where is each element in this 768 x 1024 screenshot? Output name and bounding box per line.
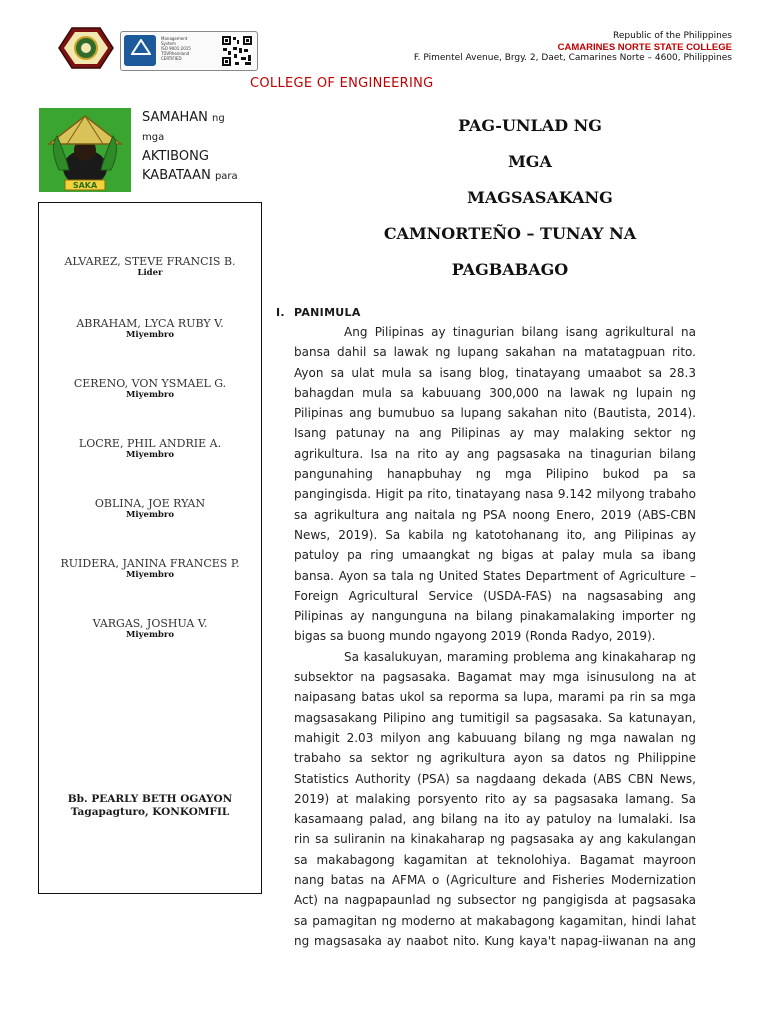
text-line: kasamaang palad, ang bilang na ito ay patuloy na lumalaki. Isa [294,812,696,827]
text-line: News, 2019). Sa kabila ng katotohanang ito, ang Pilipinas ay [294,527,696,542]
text-line: Pilipinas ang bumubuo sa lupang sakahan nito (Bautista, 2014). [294,406,696,421]
paragraph-2 [294,647,696,951]
cert-line: ISO 9001:2015 [161,46,191,51]
member-entry [39,617,261,640]
member-role: Miyembro [125,630,175,640]
text-line: trabaho sa sektor ng agrikultura ayon sa datos ng Philippine [294,751,696,766]
text-line: Ayon sa ulat mula sa isang blog, tinatayang umaabot sa 28.3 [294,365,696,380]
school-address: F. Pimentel Avenue, Brgy. 2, Daet, Camarines Norte – 4600, Philippines [413,53,732,63]
org-line: KABATAAN [142,168,211,183]
text-line: ng magsasaka ay naabot nito. Kung kaya't napag-iiwanan na ang [294,933,696,948]
member-entry [39,437,261,460]
members-box [38,202,262,894]
text-line: bansa. Ayon sa tala ng United States Department of Agriculture – [294,568,696,583]
paragraph-1 [294,322,696,647]
member-name: LOCRE, PHIL ANDRIE A. [78,437,222,450]
iso-certification-badge [120,31,258,71]
document-title [290,108,730,288]
member-name: OBLINA, JOE RYAN [94,497,206,510]
tuv-logo [124,35,156,66]
title-line: MGA [508,152,552,171]
adviser-name: Bb. PEARLY BETH OGAYON [67,793,233,805]
text-line: 2019) at malaking porsyento rito ay sa pagsasaka lamang. Sa [294,791,696,806]
member-entry [39,557,261,580]
org-small: ng [212,113,225,124]
text-line: sa pamagitan ng moderno at makabagong kagamitan, hindi lahat [294,913,696,928]
member-entry [39,377,261,400]
text-line: subsektor na pagsasaka. Bagamat may mga isinusulong na at [294,670,696,685]
cert-line: System [161,41,176,46]
text-line: Statistics Authority (PSA) sa nagdaang dekada (ABS CBN News, [294,771,696,786]
text-line: bahagdan mula sa kabuuang 300,000 na lawak ng lupain ng [294,385,696,400]
member-name: VARGAS, JOSHUA V. [92,617,208,630]
member-role: Miyembro [125,570,175,580]
member-entry [39,255,261,278]
saka-organization-logo [39,108,131,192]
organization-name [142,108,238,186]
text-line: patuloy pa ring umaangkat ng bigas at palay mula sa ibang [294,548,696,563]
qr-code-icon [221,35,253,67]
saka-logo-text: SAKA [72,181,98,190]
org-small: mga [142,132,165,143]
text-line: Foreign Agricultural Service (USDA-FAS) na nagsasabing ang [294,588,696,603]
title-line: CAMNORTEÑO – TUNAY NA [383,224,637,243]
text-line: Sa kasalukuyan, maraming problema ang kinakaharap ng [344,649,696,664]
text-line: rin sa suliranin na kinakaharap ng pagsasaka ay ang kakulangan [294,832,696,847]
member-name: RUIDERA, JANINA FRANCES P. [60,557,240,570]
text-line: pangunahing hanapbuhay ng mga Pilipino bukod pa sa [294,467,696,482]
text-line: Isang patunay na ang Pilipinas ay may malaking sektor ng [294,426,696,441]
title-line: PAG-UNLAD NG [458,116,602,135]
cert-text [161,36,191,61]
text-line: pangingisda. Higit pa rito, tinatayang nasa 9.142 milyong trabaho [294,487,696,502]
title-line: MAGSASAKANG [467,188,613,207]
member-name: ALVAREZ, STEVE FRANCIS B. [64,255,236,268]
republic-text: Republic of the Philippines [613,31,732,41]
text-line: magsasakang Pilipino ang tumitigil sa pagsasaka. Sa katunayan, [294,710,696,725]
cert-tag: CERTIFIED [161,56,182,61]
body-text [294,322,696,951]
college-name: COLLEGE OF ENGINEERING [250,76,434,91]
member-name: CERENO, VON YSMAEL G. [73,377,227,390]
text-line: sa makabagong kagamitan at teknolohiya. Bagamat mayroon [294,852,696,867]
member-name: ABRAHAM, LYCA RUBY V. [76,317,224,330]
header-address-block [414,31,732,64]
member-role: Miyembro [125,450,175,460]
cert-brand: TÜVRheinland [161,51,190,56]
member-entry [39,317,261,340]
org-small: para [214,171,238,182]
tuv-triangle-icon [131,39,151,55]
member-role: Miyembro [125,510,175,520]
text-line: Act) na nagpapaunlad ng subsector ng pangigisda at pagsasaka [294,893,696,908]
text-line: agrikultura. Isa na rito ay ang pagsasaka na tinagurian bilang [294,446,696,461]
college-seal-logo [58,26,114,70]
section-heading [276,306,361,319]
school-name: CAMARINES NORTE STATE COLLEGE [557,42,732,53]
section-number: I. [276,306,285,319]
adviser-role: Tagapagturo, KONKOMFIL [70,806,230,818]
text-line: nang batas na AFMA o (Agriculture and Fisheries Modernization [294,873,696,888]
text-line: Ang Pilipinas ay tinagurian bilang isang agrikultural na [344,325,696,339]
text-line: bigas sa buong mundo ngayong 2019 (Ronda Radyo, 2019). [294,629,656,644]
org-line: SAMAHAN [142,110,208,125]
farmer-hat-icon [39,108,131,192]
title-line: PAGBABAGO [451,260,569,279]
member-role: Lider [137,268,163,278]
text-line: mahigit 2.03 milyon ang kabuuang bilang ng mga nawalan ng [294,730,696,745]
cert-line: Management [161,36,188,41]
section-title: PANIMULA [294,306,361,319]
text-line: bansa dahil sa lawak ng lupang sakahan na matatagpuan rito. [294,345,696,360]
member-role: Miyembro [125,330,175,340]
text-line: naipasang batas ukol sa reporma sa lupa, marami pa rin sa mga [294,690,696,705]
org-line: AKTIBONG [142,149,209,164]
text-line: sa agrikultura ang naitala ng PSA noong Enero, 2019 (ABS-CBN [294,507,696,522]
adviser-block [39,793,261,819]
member-role: Miyembro [125,390,175,400]
text-line: Pilipinas ay nangunguna na bilang pinakamalaking importer ng [294,609,696,624]
member-entry [39,497,261,520]
